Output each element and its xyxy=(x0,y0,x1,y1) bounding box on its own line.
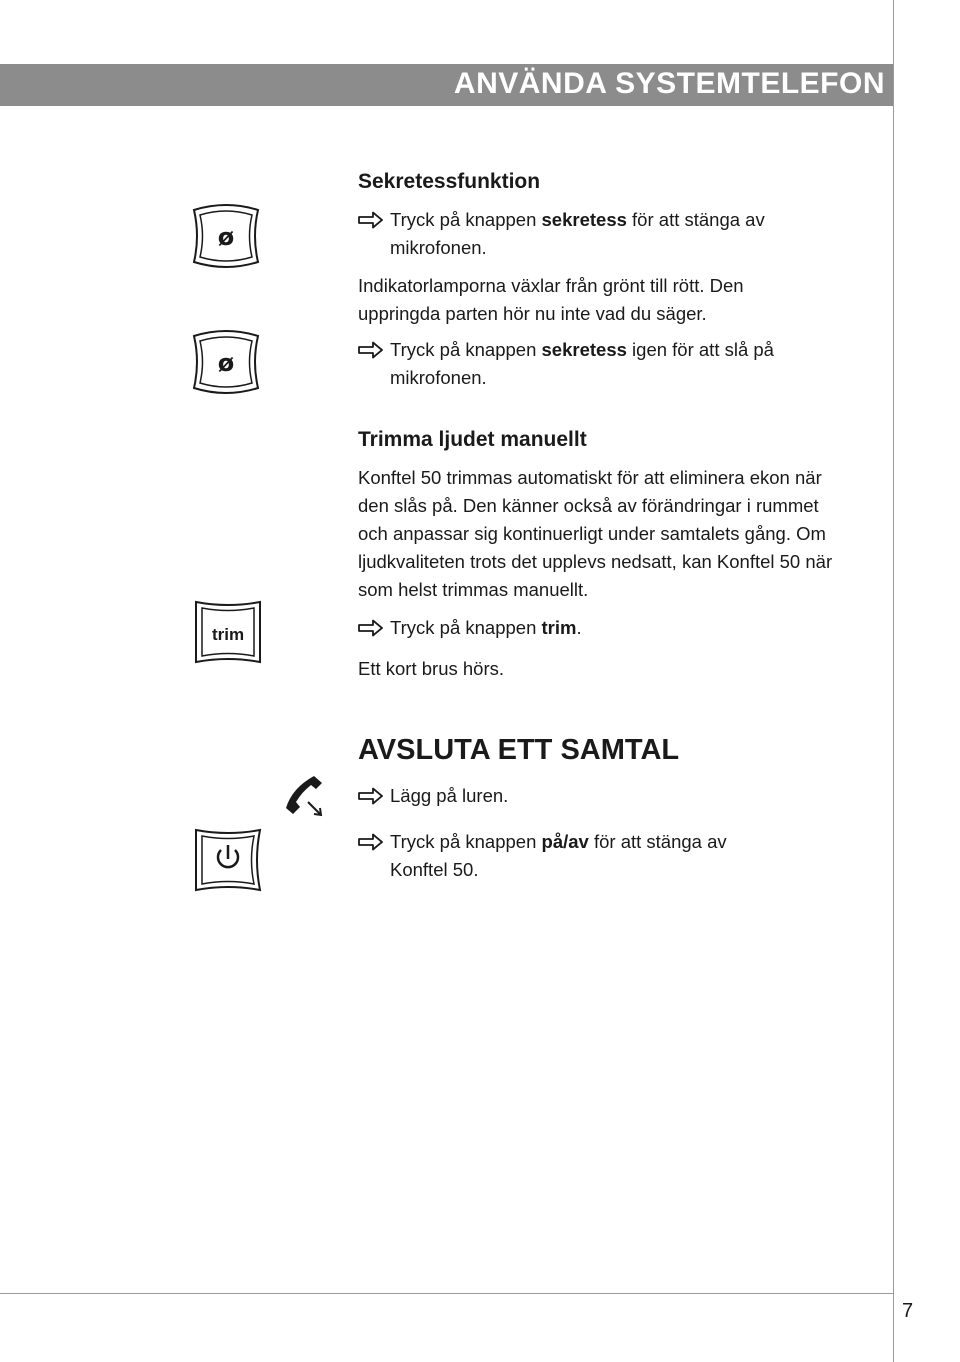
arrow-right-outline-icon xyxy=(358,341,384,359)
power-key-icon xyxy=(192,826,264,894)
step-hang-up: Lägg på luren. xyxy=(358,782,858,810)
section-heading-trim: Trimma ljudet manuellt xyxy=(358,428,587,451)
header-bar xyxy=(0,64,893,106)
mute-key-symbol: ø xyxy=(217,223,235,251)
hang-up-icon xyxy=(278,774,326,818)
trim-key-label: trim xyxy=(211,625,245,644)
section-heading-end-call: AVSLUTA ETT SAMTAL xyxy=(358,734,680,766)
mute-key-symbol: ø xyxy=(217,349,235,377)
arrow-right-outline-icon xyxy=(358,833,384,851)
section-heading-secrecy: Sekretessfunktion xyxy=(358,170,541,193)
step-trim: Tryck på knappen trim. xyxy=(358,614,858,642)
mute-key-icon xyxy=(190,202,262,270)
arrow-right-outline-icon xyxy=(358,619,384,637)
step-power-off: Tryck på knappen på/av för att stänga av Konftel 50. xyxy=(358,828,778,884)
page-number: 7 xyxy=(902,1300,914,1322)
arrow-right-outline-icon xyxy=(358,787,384,805)
arrow-right-outline-icon xyxy=(358,211,384,229)
trim-key-icon xyxy=(192,598,264,666)
right-margin-line xyxy=(893,0,894,1362)
footer-divider xyxy=(0,1293,893,1294)
trim-result-text: Ett kort brus hörs. xyxy=(358,658,504,679)
mute-key-icon xyxy=(190,328,262,396)
trim-paragraph: Konftel 50 trimmas automatiskt för att eliminera ekon när den slås på. Den känner också av förändringar i rummet och anpassar sig kontinuerligt under samtalets gång. Om ljudkvaliteten trots det upplevs nedsatt, kan Konftel 50 när som helst trimmas manuellt. xyxy=(358,467,833,600)
step-mute-on: Tryck på knappen sekretess för att stänga av mikrofonen. xyxy=(358,206,858,262)
step-mute-off: Tryck på knappen sekretess igen för att slå på mikrofonen. xyxy=(358,336,858,392)
secrecy-info-text: Indikatorlamporna växlar från grönt till rött. Den uppringda parten hör nu inte vad du säger. xyxy=(358,275,744,324)
page-title: ANVÄNDA SYSTEMTELEFON xyxy=(453,67,885,100)
